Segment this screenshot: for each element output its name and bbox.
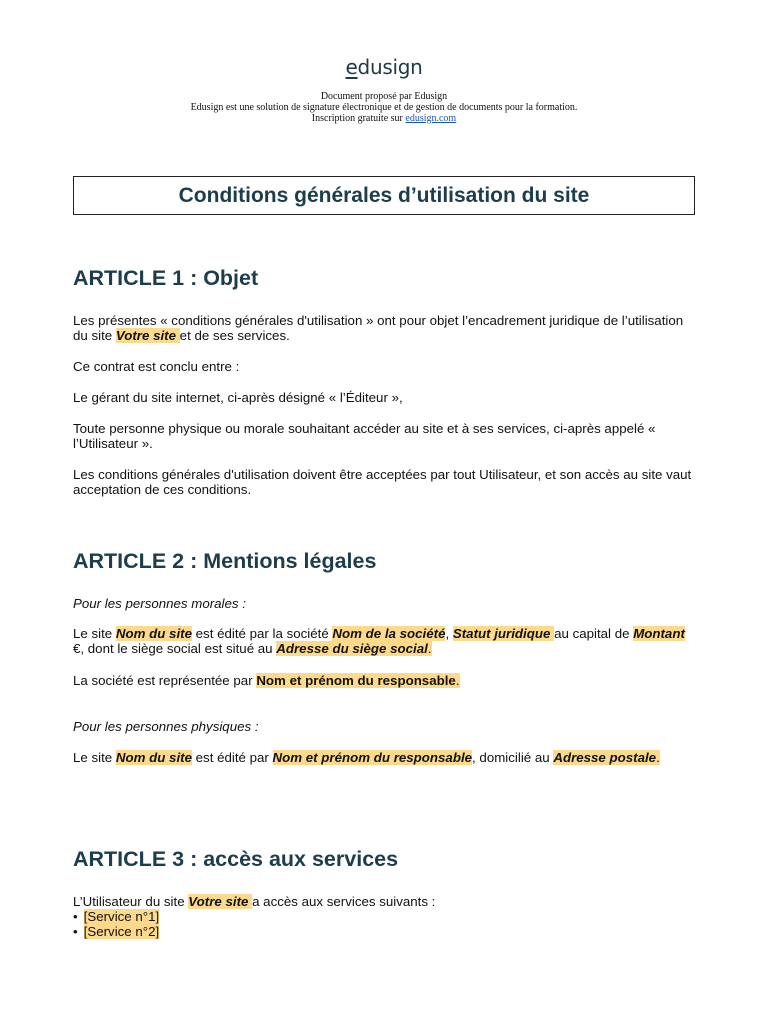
- placeholder-nom-du-site-2: Nom du site: [115, 750, 192, 765]
- representant-paragraph: La société est représentée par Nom et prénom du responsable.: [73, 673, 460, 688]
- edusign-logo: edusign: [345, 55, 423, 79]
- placeholder-votre-site-2: Votre site: [188, 894, 253, 909]
- article-1-paragraph-1: Les présentes « conditions générales d'utilisation » ont pour objet l’encadrement juridique de l’utilisation du site Votre site et de ses services.: [73, 313, 684, 344]
- list-item: • [Service n°1]: [73, 909, 159, 924]
- article-3-heading: ARTICLE 3 : accès aux services: [73, 847, 399, 871]
- article-1-paragraph-4: Toute personne physique ou morale souhaitant accéder au site et à ses services, ci-après appelé « l’Utilisateur ».: [73, 421, 656, 452]
- placeholder-nom-societe: Nom de la société: [332, 626, 446, 641]
- placeholder-nom-du-site: Nom du site: [115, 626, 192, 641]
- article-1-heading: ARTICLE 1 : Objet: [73, 266, 259, 290]
- services-list: [73, 909, 159, 940]
- placeholder-responsable-2: Nom et prénom du responsable: [272, 750, 473, 765]
- edusign-link[interactable]: edusign.com: [405, 113, 457, 124]
- article-1-paragraph-3: Le gérant du site internet, ci-après désigné « l’Éditeur »,: [73, 390, 403, 405]
- header-line-3: Inscription gratuite sur edusign.com: [311, 113, 457, 124]
- personnes-morales-label: Pour les personnes morales :: [73, 596, 246, 611]
- article-2-heading: ARTICLE 2 : Mentions légales: [73, 549, 377, 573]
- header-line-1: Document proposé par Edusign: [320, 91, 448, 102]
- mentions-morales-paragraph: Le site Nom du site est édité par la société Nom de la société, Statut juridique au capital de Montant €, dont le siège social est situé au Adresse du siège social.: [73, 626, 685, 657]
- placeholder-responsable: Nom et prénom du responsable: [256, 673, 456, 688]
- mentions-physiques-paragraph: Le site Nom du site est édité par Nom et prénom du responsable, domicilié au Adresse postale.: [73, 750, 660, 765]
- document-title-box: [73, 176, 695, 215]
- article-1-paragraph-5: Les conditions générales d'utilisation doivent être acceptées par tout Utilisateur, et son accès au site vaut acceptation de ces conditions.: [73, 467, 692, 498]
- placeholder-statut-juridique: Statut juridique: [452, 626, 555, 641]
- placeholder-adresse-siege: Adresse du siège social: [276, 641, 428, 657]
- placeholder-adresse-postale: Adresse postale: [553, 750, 657, 765]
- header-line-2: Edusign est une solution de signature électronique et de gestion de documents pour la formation.: [190, 102, 578, 113]
- header-notice: [0, 91, 768, 124]
- document-header: [0, 53, 768, 124]
- list-item: • [Service n°2]: [73, 924, 159, 939]
- document-title: Conditions générales d’utilisation du site: [178, 183, 590, 207]
- placeholder-montant: Montant: [633, 626, 685, 641]
- article-3-paragraph: L’Utilisateur du site Votre site a accès aux services suivants :: [73, 894, 436, 909]
- article-1-paragraph-2: Ce contrat est conclu entre :: [73, 359, 240, 374]
- personnes-physiques-label: Pour les personnes physiques :: [73, 719, 259, 734]
- placeholder-votre-site: Votre site: [115, 328, 180, 344]
